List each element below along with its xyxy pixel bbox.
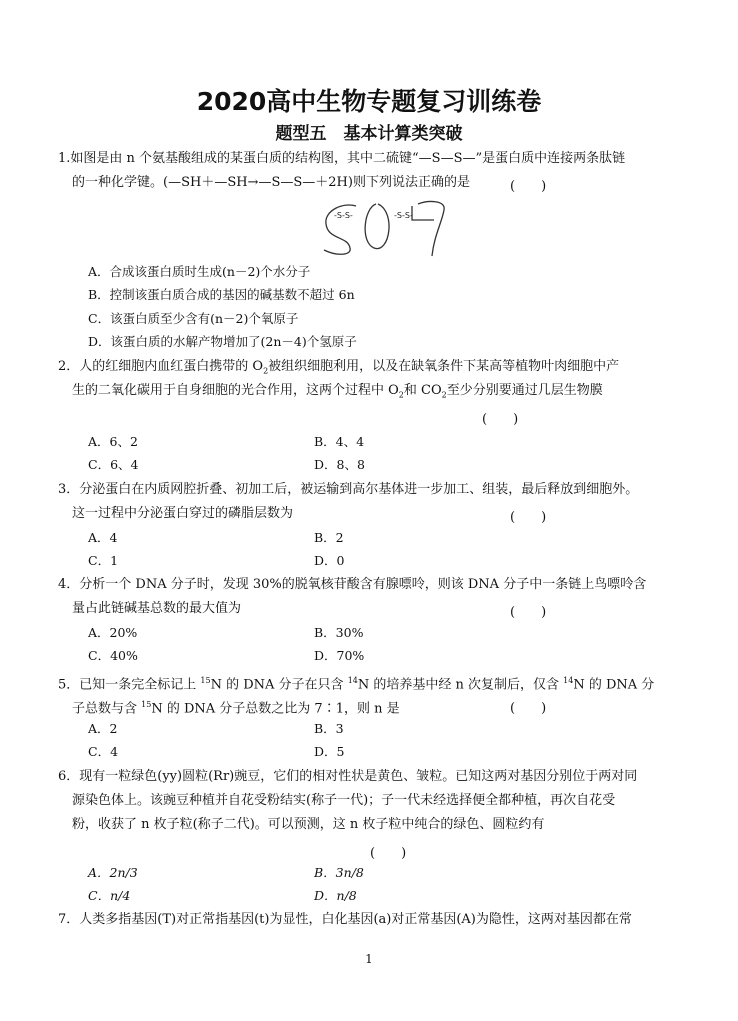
q6-answer-blank: ( ) bbox=[370, 846, 407, 861]
q6-line-2: 源染色体上。该豌豆种植并自花受粉结实(称子一代)；子一代未经选择便全都种植，再次自花受 bbox=[72, 793, 616, 808]
q5-option-c: C．4 bbox=[88, 744, 119, 759]
q5-line-2-text-b: N 的 DNA 分子总数之比为 7∶1，则 n 是 bbox=[151, 701, 400, 717]
q5-line-1-text-d: N 的 DNA 分 bbox=[573, 677, 655, 693]
q3-line-1: 3．分泌蛋白在内质网腔折叠、初加工后，被运输到高尔基体进一步加工、组装，最后释放到细胞外。 bbox=[58, 482, 639, 497]
q5-isotope-15: 15 bbox=[200, 676, 211, 685]
q2-option-d: D．8、8 bbox=[314, 457, 365, 472]
q4-option-d: D．70% bbox=[314, 648, 365, 663]
q5-isotope-14: 14 bbox=[347, 676, 358, 685]
q2-line-2-text-a: 生的二氧化碳用于自身细胞的光合作用，这两个过程中 O bbox=[72, 383, 399, 398]
q1-option-b: B．控制该蛋白质合成的基因的碱基数不超过 6n bbox=[88, 287, 355, 302]
q1-option-d: D．该蛋白质的水解产物增加了(2n－4)个氢原子 bbox=[88, 334, 357, 349]
q5-option-d: D．5 bbox=[314, 744, 345, 759]
q5-answer-blank: ( ) bbox=[510, 701, 547, 716]
q2-option-b: B．4、4 bbox=[314, 434, 365, 449]
q2-line-1-text-a: 2．人的红细胞内血红蛋白携带的 O bbox=[58, 359, 264, 374]
q7-line-1: 7．人类多指基因(T)对正常指基因(t)为显性，白化基因(a)对正常基因(A)为隐性，这两对基因都在常 bbox=[58, 912, 632, 927]
q3-line-2: 这一过程中分泌蛋白穿过的磷脂层数为 bbox=[72, 506, 294, 521]
q5-line-1-text-c: N 的培养基中经 n 次复制后，仅含 bbox=[357, 677, 564, 693]
q2-line-2-text-b: 和 CO bbox=[403, 383, 442, 398]
page-subtitle: 题型五 基本计算类突破 bbox=[275, 124, 463, 144]
q5-line-2-text-a: 子总数与含 bbox=[72, 701, 142, 717]
protein-structure-diagram bbox=[316, 196, 458, 258]
q5-isotope-14-b: 14 bbox=[563, 676, 574, 685]
q3-option-a: A．4 bbox=[88, 530, 118, 545]
q2-line-2-text-c: 至少分别要通过几层生物膜 bbox=[446, 383, 603, 398]
q2-answer-blank: ( ) bbox=[482, 412, 519, 427]
q6-line-1: 6．现有一粒绿色(yy)圆粒(Rr)豌豆，它们的相对性状是黄色、皱粒。已知这两对基因分别位于两对同 bbox=[58, 769, 638, 784]
q5-option-b: B．3 bbox=[314, 721, 344, 736]
q1-option-c: C．该蛋白质至少含有(n－2)个氧原子 bbox=[88, 311, 299, 326]
q4-option-c: C．40% bbox=[88, 648, 138, 663]
disulfide-label-left: -S-S- bbox=[334, 211, 353, 220]
page-number: 1 bbox=[365, 952, 373, 966]
q3-answer-blank: ( ) bbox=[510, 510, 547, 525]
q2-co2-subscript: 2 bbox=[441, 390, 447, 400]
q3-option-b: B．2 bbox=[314, 530, 344, 545]
q5-line-1-text-b: N 的 DNA 分子在只含 bbox=[210, 677, 348, 693]
q6-line-3: 粉，收获了 n 枚子粒(称子二代)。可以预测，这 n 枚子粒中纯合的绿色、圆粒约有 bbox=[72, 817, 545, 832]
q5-line-1 bbox=[58, 672, 654, 694]
q3-option-d: D．0 bbox=[314, 553, 345, 568]
q1-option-a: A．合成该蛋白质时生成(n－2)个水分子 bbox=[88, 264, 311, 279]
q5-line-1-text-a: 5．已知一条完全标记上 bbox=[58, 677, 201, 693]
q2-line-2 bbox=[72, 382, 603, 405]
q5-line-2 bbox=[72, 696, 400, 718]
q6-option-a: A．2n/3 bbox=[88, 865, 138, 880]
q2-o2-subscript-2: 2 bbox=[398, 390, 404, 400]
q2-o2-subscript: 2 bbox=[263, 366, 269, 376]
page-title: 2020高中生物专题复习训练卷 bbox=[196, 87, 542, 116]
q2-line-1-text-b: 被组织细胞利用，以及在缺氧条件下某高等植物叶肉细胞中产 bbox=[268, 359, 620, 374]
q5-option-a: A．2 bbox=[88, 721, 118, 736]
q4-option-a: A．20% bbox=[88, 625, 138, 640]
q6-option-b: B．3n/8 bbox=[314, 865, 364, 880]
q4-line-2: 量占此链碱基总数的最大值为 bbox=[72, 601, 242, 616]
q5-isotope-15-b: 15 bbox=[141, 700, 152, 709]
q4-answer-blank: ( ) bbox=[510, 605, 547, 620]
q4-option-b: B．30% bbox=[314, 625, 364, 640]
q2-line-1 bbox=[58, 358, 619, 381]
q6-option-c: C．n/4 bbox=[88, 888, 131, 903]
q6-option-d: D．n/8 bbox=[314, 888, 357, 903]
disulfide-label-right: -S-S- bbox=[394, 211, 413, 220]
q1-line-1: 1.如图是由 n 个氨基酸组成的某蛋白质的结构图，其中二硫键“—S—S—”是蛋白质中连接两条肽链 bbox=[58, 151, 626, 166]
q1-answer-blank: ( ) bbox=[510, 179, 547, 194]
q2-option-a: A．6、2 bbox=[88, 434, 138, 449]
q4-line-1: 4．分析一个 DNA 分子时，发现 30%的脱氧核苷酸含有腺嘌呤，则该 DNA 分子中一条链上鸟嘌呤含 bbox=[58, 577, 647, 592]
q2-option-c: C．6、4 bbox=[88, 457, 139, 472]
q3-option-c: C．1 bbox=[88, 553, 119, 568]
q1-line-2: 的一种化学键。(—SH＋—SH→—S—S—＋2H)则下列说法正确的是 bbox=[72, 175, 470, 190]
